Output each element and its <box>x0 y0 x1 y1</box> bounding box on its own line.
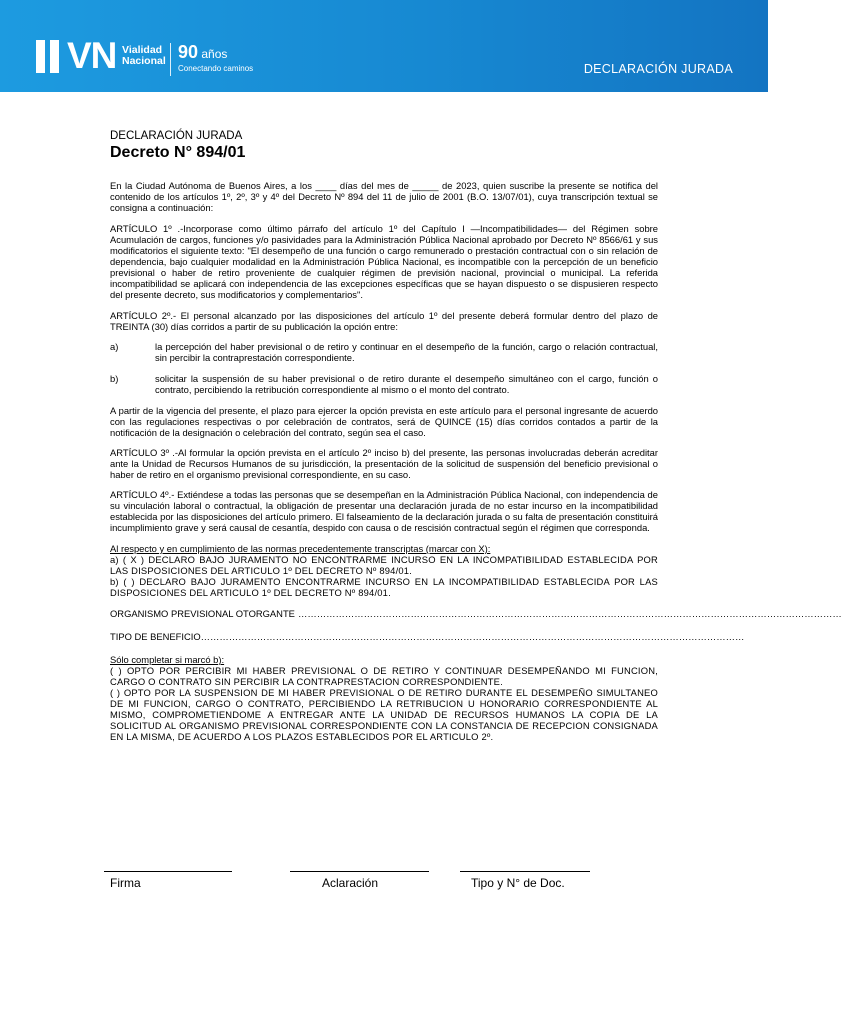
firma-line[interactable] <box>104 871 232 872</box>
organismo-field[interactable]: ORGANISMO PREVISIONAL OTORGANTE ………………………………………………………………………………………………………………………………………………………… <box>110 608 842 619</box>
option-a: a) la percepción del haber previsional o de retiro y continuar en el desempeño de la función, cargo o relación contractual, sin percibir la contraprestación correspondiente. <box>110 341 658 363</box>
document-label: DECLARACIÓN JURADA <box>110 130 243 142</box>
option-b: b) solicitar la suspensión de su haber previsional o de retiro durante el desempeño simultáneo con el cargo, función o contrato, percibiendo la retribución correspondiente al mismo o el monto del contrato. <box>110 373 658 395</box>
opt-percibir[interactable]: ( ) OPTO POR PERCIBIR MI HABER PREVISIONAL O DE RETIRO Y CONTINUAR DESEMPEÑANDO MI FUNCION, CARGO O CONTRATO SIN PERCIBIR LA CONTRAPRESTACION CORRESPONDIENTE. <box>110 665 658 687</box>
beneficio-field[interactable]: TIPO DE BENEFICIO ………………………………………………………………………………………………………………………………………………………… <box>110 631 745 642</box>
logo-tagline: Conectando caminos <box>178 64 254 73</box>
declaration-option-b[interactable]: b) ( ) DECLARO BAJO JURAMENTO ENCONTRARME INCURSO EN LA INCOMPATIBILIDAD ESTABLECIDA POR LAS DISPOSICIONES DEL ARTICULO 1º DEL DECRETO Nº 894/01. <box>110 576 658 598</box>
respecto-heading: Al respecto y en cumplimiento de las normas precedentemente transcriptas (marcar con X): <box>110 543 491 554</box>
article-1: ARTÍCULO 1º .-Incorporase como último párrafo del artículo 1º del Capítulo I —Incompatibilidades— del Régimen sobre Acumulación de cargos, funciones y/o pasividades para la Administración Pública Nacional aprobado por Decreto Nº 8566/61 y sus modificatorios el siguiente texto: "El desempeño de una función o cargo remunerado o prestación contractual con o sin relación de dependencia, bajo cualquier modalidad en la Administración Pública Nacional, es incompatible con la percepción de un beneficio previsional o haber de retiro proveniente de cualquier régimen de previsión nacional, provincial o municipal. La referida incompatibilidad se aplicará con independencia de las excepciones específicas que se hayan dispuesto o se dispusieren respecto del presente decreto, sus modificatorios y complementarios". <box>110 223 658 300</box>
logo-divider <box>170 43 171 76</box>
logo-name: Vialidad Nacional <box>122 44 166 67</box>
header-banner <box>0 0 768 92</box>
vigencia-paragraph: A partir de la vigencia del presente, el plazo para ejercer la opción prevista en este artículo para el personal ingresante de acuerdo con las regulaciones respectivas o por celebración de contratos, será de QUINCE (15) días corridos contados a partir de la notificación de la designación o celebración del contrato, según sea el caso. <box>110 405 658 438</box>
article-3: ARTÍCULO 3º .-Al formular la opción prevista en el artículo 2º inciso b) del presente, las personas involucradas deberán acreditar ante la Unidad de Recursos Humanos de su jurisdicción, la presentación de la solicitud de suspensión del beneficio previsional o haber de retiro en el organismo previsional correspondiente, en su caso. <box>110 447 658 480</box>
opt-suspension[interactable]: ( ) OPTO POR LA SUSPENSION DE MI HABER PREVISIONAL O DE RETIRO DURANTE EL DESEMPEÑO SIMULTANEO DE MI FUNCION, CARGO O CONTRATO, PERCIBIENDO LA RETRIBUCION U HONORARIO CORRESPONDIENTE AL MISMO, COMPROMETIENDOME A ENTREGAR ANTE LA UNIDAD DE RECURSOS HUMANOS LA COPIA DE LA SOLICITUD AL ORGANISMO PREVISIONAL CORRESPONDIENTE CON LA CONSTANCIA DE RECEPCION CONSIGNADA EN LA MISMA, DE ACUERDO A LOS PLAZOS ESTABLECIDOS POR EL ARTICULO 2º. <box>110 687 658 742</box>
header-title: DECLARACIÓN JURADA <box>583 62 733 76</box>
document-body <box>110 130 842 742</box>
declaration-option-a[interactable]: a) ( X ) DECLARO BAJO JURAMENTO NO ENCONTRARME INCURSO EN LA INCOMPATIBILIDAD ESTABLECIDA POR LAS DISPOSICIONES DEL ARTICULO 1º DEL DECRETO Nº 894/01. <box>110 554 658 576</box>
documento-line[interactable] <box>460 871 590 872</box>
firma-label: Firma <box>110 876 141 890</box>
aclaracion-line[interactable] <box>290 871 429 872</box>
logo-initials: VN <box>67 35 117 76</box>
aclaracion-label: Aclaración <box>322 876 379 890</box>
solo-completar-heading: Sólo completar si marcó b): <box>110 654 225 665</box>
documento-label: Tipo y N° de Doc. <box>471 876 565 890</box>
article-2: ARTÍCULO 2º.- El personal alcanzado por las disposiciones del artículo 1º del presente deberá formular dentro del plazo de TREINTA (30) días corridos a partir de su publicación la opción entre: <box>110 310 658 332</box>
intro-paragraph: En la Ciudad Autónoma de Buenos Aires, a los ____ días del mes de _____ de 2023, quien suscribe la presente se notifica del contenido de los artículos 1º, 2º, 3º y 4º del Decreto Nº 894 del 11 de julio de 2001 (B.O. 13/07/01), cuya transcripción textual se consigna a continuación: <box>110 180 658 213</box>
article-4: ARTÍCULO 4º.- Extiéndese a todas las personas que se desempeñan en la Administración Pública Nacional, con independencia de su vinculación laboral o contractual, la obligación de presentar una declaración jurada de no estar incurso en la incompatibilidad establecida por las disposiciones del artículo primero. El falseamiento de la declaración jurada o su falta de presentación constituirá incumplimiento grave y será causal de cesantía, despido con causa o de rescisión contractual según el régimen que corresponda. <box>110 489 658 533</box>
logo-anniversary: 90 años <box>178 42 228 62</box>
document-title: Decreto N° 894/01 <box>110 144 246 161</box>
